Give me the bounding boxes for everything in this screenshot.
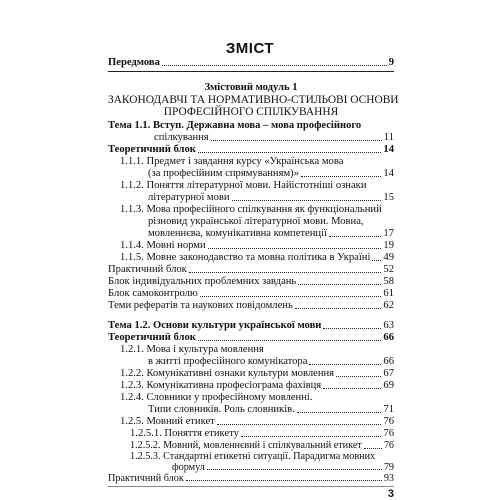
toc-entry-reports: Теми рефератів та наукових повідомлень 62	[108, 300, 394, 311]
toc-entry-1-1-3: 1.1.3. Мова професійного спілкування як функціональний	[120, 204, 382, 215]
module-title-line-1: ЗАКОНОДАВЧІ ТА НОРМАТИВНО-СТИЛЬОВІ ОСНОВИ	[108, 94, 399, 106]
toc-entry-1-2-1-cont: в житті професійного комунікатора 66	[148, 356, 394, 367]
toc-entry-1-2-5-3-cont: формул 79	[172, 462, 394, 473]
toc-entry-1-1-2-cont: літературної мови 15	[148, 192, 394, 203]
toc-entry-1-2-3: 1.2.3. Комунікативна професіограма фахівця 69	[120, 380, 394, 391]
module-label: Змістовий модуль 1	[204, 82, 298, 93]
toc-entry-1-1-1: 1.1.1. Предмет і завдання курсу «Українська мова	[120, 156, 344, 167]
toc-entry-1-2-5: 1.2.5. Мовний етикет 76	[120, 416, 394, 427]
toc-entry-1-2-4-cont: Типи словників. Роль словників. 71	[148, 404, 394, 415]
separator-top	[108, 71, 394, 72]
toc-entry-1-2-5-2: 1.2.5.2. Мовний, мовленнєвий і спілкувальний етикет 76	[130, 440, 394, 451]
toc-entry-theory-block-2: Теоретичний блок 66	[108, 332, 394, 343]
toc-entry-1-2-4: 1.2.4. Словники у професійному мовленні.	[120, 392, 313, 403]
toc-entry-1-1-3-cont-2: мовленнєва, комунікативна компетенції 17	[148, 228, 394, 239]
toc-entry-topic-1-1: Тема 1.1. Вступ. Державна мова – мова професійного	[108, 120, 362, 131]
toc-entry-self-control: Блок самоконтролю 61	[108, 288, 394, 299]
toc-entry-1-2-2: 1.2.2. Комунікативні ознаки культури мовлення 67	[120, 368, 394, 379]
toc-entry-1-1-5: 1.1.5. Мовне законодавство та мовна політика в Україні 49	[120, 252, 394, 263]
toc-entry-1-1-4: 1.1.4. Мовні норми 19	[120, 240, 394, 251]
toc-entry-practical-block-2: Практичний блок 93	[108, 473, 394, 484]
toc-entry-1-1-2: 1.1.2. Поняття літературної мови. Найістотніші ознаки	[120, 180, 367, 191]
toc-entry-practical-block: Практичний блок 52	[108, 264, 394, 275]
page-number: 3	[387, 488, 394, 500]
toc-entry-1-2-5-1: 1.2.5.1. Поняття етикету 76	[130, 428, 394, 439]
toc-entry-1-1-3-cont-1: різновид української літературної мови. Мовна,	[148, 216, 364, 227]
toc-entry-individual-tasks: Блок індивідуальних проблемних завдань 58	[108, 276, 394, 287]
toc-entry-1-1-1-cont: (за професійним спрямуванням)» 14	[148, 168, 394, 179]
toc-entry-theory-block: Теоретичний блок 14	[108, 144, 394, 155]
toc-entry-1-2-1: 1.2.1. Мова і культура мовлення	[120, 344, 264, 355]
toc-heading: ЗМІСТ	[225, 40, 275, 57]
toc-entry-topic-1-1-cont: спілкування 11	[154, 132, 394, 143]
module-title-line-2: ПРОФЕСІЙНОГО СПІЛКУВАННЯ	[163, 106, 339, 118]
toc-entry-1-2-5-3: 1.2.5.3. Стандартні етикетні ситуації. Парадигма мовних	[130, 451, 376, 462]
toc-entry-topic-1-2: Тема 1.2. Основи культури української мови 63	[108, 320, 394, 331]
toc-entry-foreword: Передмова 9	[108, 57, 394, 68]
footer-rule	[108, 486, 394, 487]
